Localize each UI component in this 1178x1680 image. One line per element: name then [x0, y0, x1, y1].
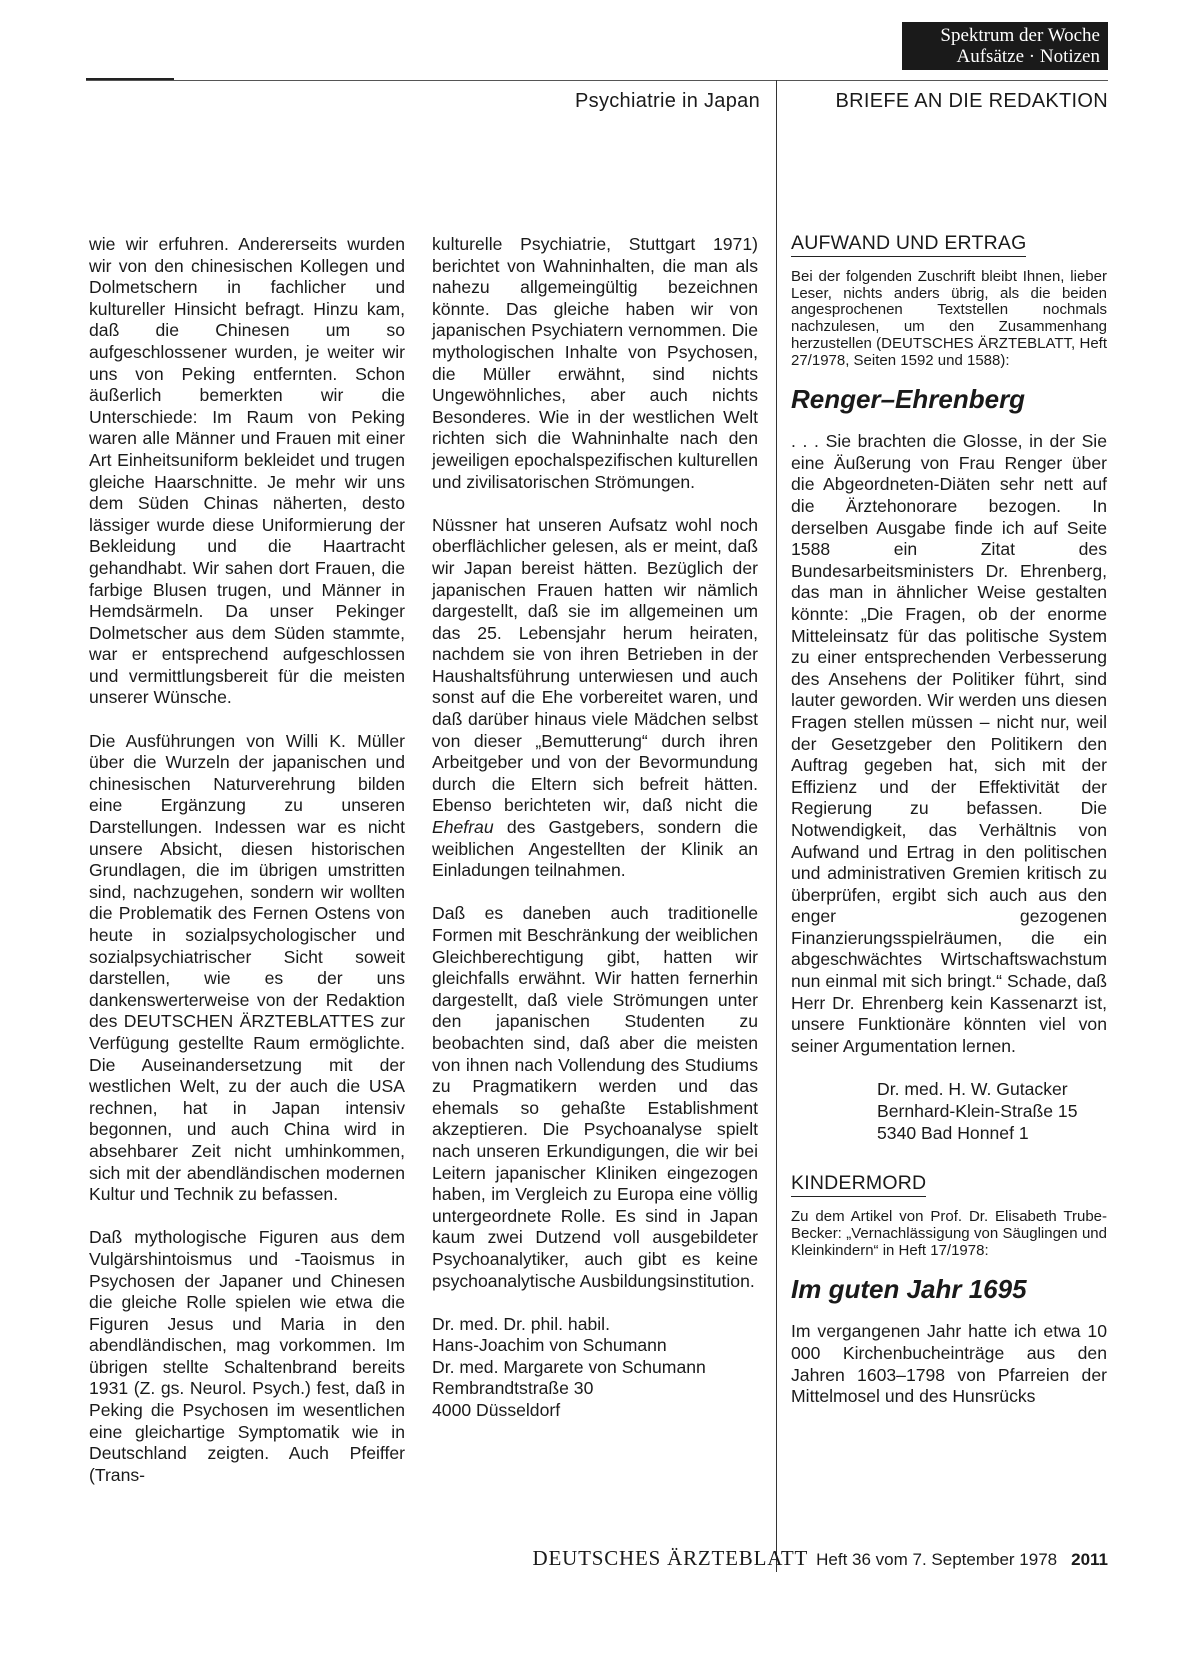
signature-line: 5340 Bad Honnef 1: [877, 1122, 1029, 1143]
letter-headline: Renger–Ehrenberg: [791, 384, 1026, 415]
editor-intro: Bei der folgenden Zuschrift bleibt Ihnen, lieber Leser, nichts anders übrig, als die beiden angesprochenen Textstellen nochmals nachzulesen, um den Zusammenhang herzustellen (DEUTSCHES ÄRZTEBLATT, Heft 27/1978, Seiten 1592 und 1588):: [791, 268, 1107, 369]
paragraph: wie wir erfuhren. Andererseits wurden wir von den chinesischen Kollegen und Dolmetschern in fachlicher und kultureller Hinsicht befragt. Hinzu kam, daß die Chinesen um so aufgeschlossener wurden, je weiter wir uns von Peking entfernten. Schon äußerlich bemerkten wir die Unterschiede: Im Raum von Peking waren alle Männer und Frauen mit einer Art Einheitsuniform bekleidet und trugen gleiche Haarschnitte. Je mehr wir uns dem Süden Chinas näherten, desto lässiger wurde diese Uniformierung der Bekleidung und die Haartracht gehandhabt. Wir sahen dort Frauen, die farbige Blusen trugen, und Männer in Hemdsärmeln. Da unser Pekinger Dolmetscher aus dem Süden stammte, war er entsprechend aufgeschlossen und vermittlungsbereit für die meisten unserer Wünsche.: [89, 234, 405, 708]
section-rubric: [902, 22, 1108, 70]
paragraph-text: des Gastgebers, sondern die weiblichen Angestellten der Klinik an Einladungen teilnahmen.: [432, 817, 758, 881]
letters-column: [791, 230, 1107, 1408]
paragraph: Daß mythologische Figuren aus dem Vulgärshintoismus und -Taoismus in Psychosen der Japaner und Chinesen die gleiche Rolle spielen wie etwa die Figuren Jesus und Maria in den abendländischen, mag vorkommen. Im übrigen stellte Schaltenbrand bereits 1931 (Z. gs. Neurol. Psych.) fest, daß in Peking die Psychosen im wesentlichen eine gleichartige Symptomatik wie in Deutschland zeigten. Auch Pfeiffer (Trans-: [89, 1227, 405, 1485]
page-number: 2011: [1071, 1550, 1108, 1569]
paragraph: [432, 515, 758, 882]
rubric-line-2: Aufsätze · Notizen: [956, 46, 1100, 67]
paragraph: kulturelle Psychiatrie, Stuttgart 1971) berichtet von Wahninhalten, die man als nahezu allgemeingültig bezeichnen könnte. Das gleiche haben wir von japanischen Psychiatern vernommen. Die mythologischen Inhalte von Psychosen, die Müller erwähnt, sind nichts Ungewöhnliches, aber auch nichts Besonderes. Wie in der westlichen Welt richten sich die Wahninhalte nach den jeweiligen epochalspezifischen kulturellen und zivilisatorischen Strömungen.: [432, 234, 758, 492]
page-footer: [418, 1546, 1108, 1571]
letter-headline: Im guten Jahr 1695: [791, 1274, 1027, 1305]
signature-line: Hans-Joachim von Schumann: [432, 1335, 667, 1356]
issue-info: Heft 36 vom 7. September 1978: [816, 1550, 1058, 1569]
article-running-head: Psychiatrie in Japan: [575, 90, 760, 112]
signature-line: Rembrandtstraße 30: [432, 1378, 594, 1399]
paragraph: Daß es daneben auch traditionelle Formen mit Beschränkung der weiblichen Gleichberechtigung gibt, hatten wir gleichfalls erwähnt. Wir hatten fernerhin dargestellt, daß viele Strömungen unter den japanischen Studenten zu beobachten sind, daß aber die meisten von ihnen nach Vollendung des Studiums zu Pragmatikern werden und das ehemals so gehaßte Establishment akzeptieren. Die Psychoanalyse spielt nach unseren Erkundigungen, die wir bei Leitern japanischer Kliniken eingezogen haben, im Vergleich zu Europa eine völlig untergeordnete Rolle. Es sind in Japan kaum zwei Dutzend voll ausgebildeter Psychoanalytiker, auch gibt es keine psychoanalytische Ausbildungsinstitution.: [432, 903, 758, 1291]
letter-body: . . . Sie brachten die Glosse, in der Sie eine Äußerung von Frau Renger über die Abgeordneten-Diäten sehr nett auf die Ärztehonorare bezogen. In derselben Ausgabe finde ich auf Seite 1588 ein Zitat des Bundesarbeitsministers Dr. Ehrenberg, das man in ähnlicher Weise gestalten könnte: „Die Fragen, ob der enorme Mitteleinsatz für das politische System zu einer entsprechenden Verbesserung des Ansehens der Politiker führt, sind lauter geworden. Wir werden uns diesen Fragen stellen müssen – nicht nur, weil der Gesetzgeber den Politikern den Auftrag gegeben hat, sich mit der Effizienz und der Effektivität der Regierung zu befassen. Die Notwendigkeit, das Verhältnis von Aufwand und Ertrag in den politischen und administrativen Gremien kritisch zu überprüfen, ergibt sich auch aus den enger gezogenen Finanzierungsspielräumen, die ein abgeschwächtes Wirtschaftswachstum nun einmal mit sich bringt.“ Schade, daß Herr Dr. Ehrenberg kein Kassenarzt ist, unsere Funktionäre könnten viel von seiner Argumentation lernen.: [791, 431, 1107, 1056]
paragraph: Die Ausführungen von Willi K. Müller über die Wurzeln der japanischen und chinesischen Naturverehrung bilden eine Ergänzung zu unseren Darstellungen. Indessen war es nicht unsere Absicht, diesen historischen Grundlagen, die im übrigen umstritten sind, nachzugehen, sondern wir wollten die Problematik des Fernen Ostens von heute in sozialpsychologischer und sozialpsychiatrischer Sicht soweit darstellen, wie es der uns dankenswerterweise von der Redaktion des DEUTSCHEN ÄRZTEBLATTES zur Verfügung gestellte Raum ermöglichte. Die Auseinandersetzung mit der westlichen Welt, zu der auch die USA rechnen, hat in Japan intensiv begonnen, und auch China wird in absehbarer Zeit nicht umhinkommen, sich mit der abendländischen modernen Kultur und Technik zu befassen.: [89, 730, 405, 1205]
paragraph-text: Nüssner hat unseren Aufsatz wohl noch oberflächlicher gelesen, als er meint, daß wir Japan bereist hätten. Bezüglich der japanischen Frauen hatten wir nämlich dargestellt, daß sie im allgemeinen um das 25. Lebensjahr herum heiraten, nachdem sie von ihren Betrieben in der Haushaltsführung unterwiesen und auch sonst auf die Ehe vorbereitet waren, und daß darüber hinaus viele Mädchen selbst von dieser „Bemutterung“ durch ihren Arbeitgeber und von der Bevormundung durch die Eltern sich befreit hätten. Ebenso berichteten wir, daß nicht die: [432, 514, 758, 816]
signature-line: Dr. med. Dr. phil. habil.: [432, 1313, 610, 1334]
header-rule: [86, 80, 1108, 81]
letter-section-title: AUFWAND UND ERTRAG: [791, 230, 1026, 257]
letter-signature: [877, 1079, 1107, 1144]
author-signature: [432, 1314, 758, 1422]
letter-section-title: KINDERMORD: [791, 1170, 926, 1197]
emphasis-text: Ehefrau: [432, 817, 494, 838]
magazine-name: DEUTSCHES ÄRZTEBLATT: [532, 1546, 809, 1570]
signature-line: Dr. med. H. W. Gutacker: [877, 1079, 1068, 1100]
article-column-2: [432, 234, 758, 1422]
rubric-line-1: Spektrum der Woche: [940, 25, 1100, 46]
signature-line: Bernhard-Klein-Straße 15: [877, 1101, 1078, 1122]
column-divider: [776, 80, 777, 1572]
section-running-head: BRIEFE AN DIE REDAKTION: [835, 90, 1108, 112]
editor-intro: Zu dem Artikel von Prof. Dr. Elisabeth Trube-Becker: „Vernachlässigung von Säuglingen und Kleinkindern“ in Heft 17/1978:: [791, 1208, 1107, 1259]
letter-body: Im vergangenen Jahr hatte ich etwa 10 000 Kirchenbucheinträge aus den Jahren 1603–1798 von Pfarreien der Mittelmosel und des Hunsrücks: [791, 1321, 1107, 1407]
signature-line: 4000 Düsseldorf: [432, 1400, 561, 1421]
article-column-1: [89, 234, 405, 1486]
signature-line: Dr. med. Margarete von Schumann: [432, 1356, 706, 1377]
